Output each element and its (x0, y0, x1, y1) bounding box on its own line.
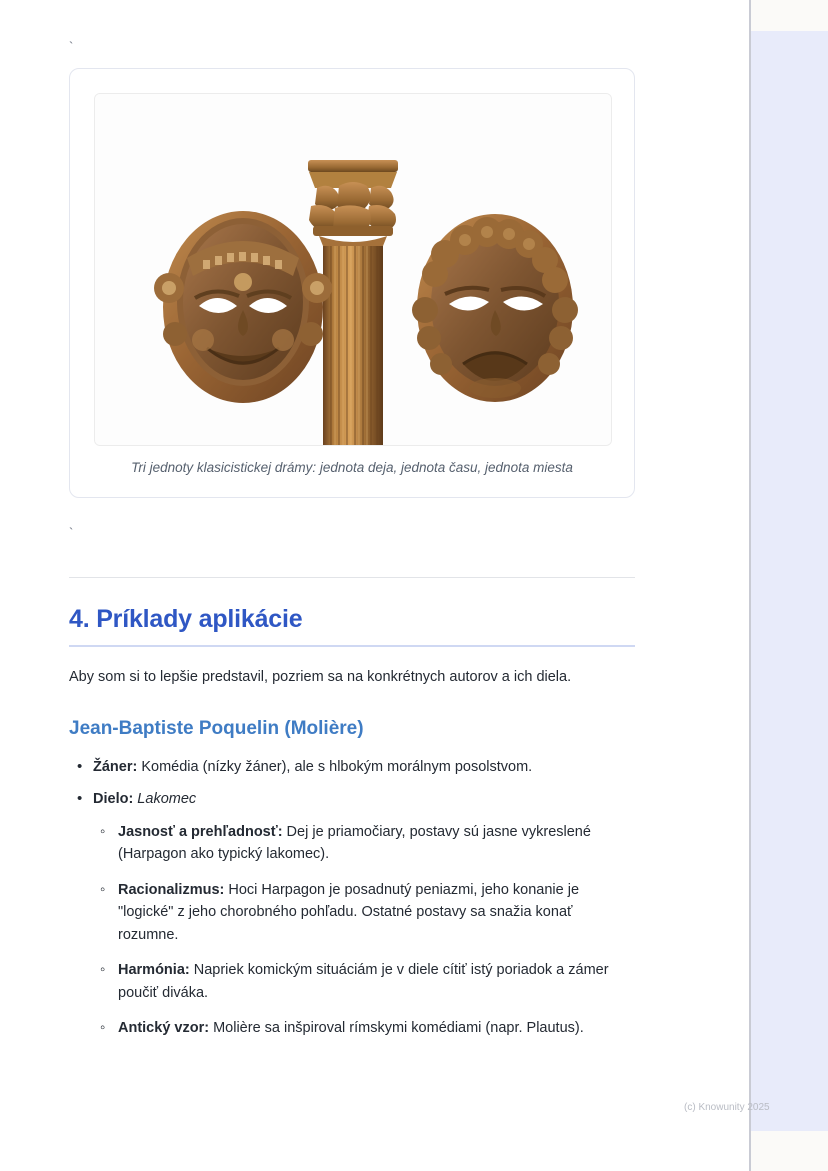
figure-caption: Tri jednoty klasicistickej drámy: jednota deja, jednota času, jednota miesta (131, 460, 573, 475)
document-content (69, 0, 635, 1052)
figure-card (69, 68, 635, 498)
list-item (69, 788, 635, 1039)
list-item (93, 821, 635, 866)
section-intro-text: Aby som si to lepšie predstavil, pozriem sa na konkrétnych autorov a ich diela. (69, 669, 572, 685)
trait-label: Antický vzor: (118, 1019, 210, 1036)
list-item-text: Komédia (nízky žáner), ale s hlbokým morálnym posolstvom. (137, 758, 533, 775)
list-item-label: Žáner: (93, 758, 138, 775)
list-item (93, 879, 635, 946)
trait-label: Jasnosť a prehľadnosť: (118, 823, 283, 840)
right-side-panel (751, 31, 828, 1131)
trait-text: Molière sa inšpiroval rímskymi komédiami (napr. Plautus). (209, 1019, 584, 1036)
list-item (93, 959, 635, 1004)
author-details-list (69, 756, 635, 1040)
list-item (93, 1017, 635, 1039)
trait-text: Hoci Harpagon je posadnutý peniazmi, jeho konanie je "logické" z jeho chorobného pohľadu. Ostatné postavy sa snažia konať rozumne. (118, 881, 580, 943)
title-underline (69, 645, 635, 647)
work-title: Lakomec (133, 791, 197, 808)
stray-backtick-middle: ` (69, 525, 74, 540)
trait-label: Racionalizmus: (118, 881, 225, 898)
work-traits-list (93, 821, 635, 1040)
page-title: 4. Príklady aplikácie (69, 605, 303, 633)
watermark: (c) Knowunity 2025 (684, 1102, 770, 1113)
list-item (69, 756, 635, 778)
list-item-label: Dielo: (93, 791, 134, 808)
trait-text: Napriek komickým situáciám je v diele cítiť istý poriadok a zámer poučiť diváka. (118, 962, 609, 1001)
theatre-masks-and-column-illustration (94, 93, 612, 446)
stray-backtick-top: ` (69, 39, 74, 54)
author-heading: Jean-Baptiste Poquelin (Molière) (69, 717, 364, 739)
trait-label: Harmónia: (118, 962, 190, 979)
right-rail-top-gap (751, 0, 828, 31)
trait-text: Dej je priamočiary, postavy sú jasne vykreslené (Harpagon ako typický lakomec). (118, 823, 591, 863)
section-divider (69, 577, 635, 578)
